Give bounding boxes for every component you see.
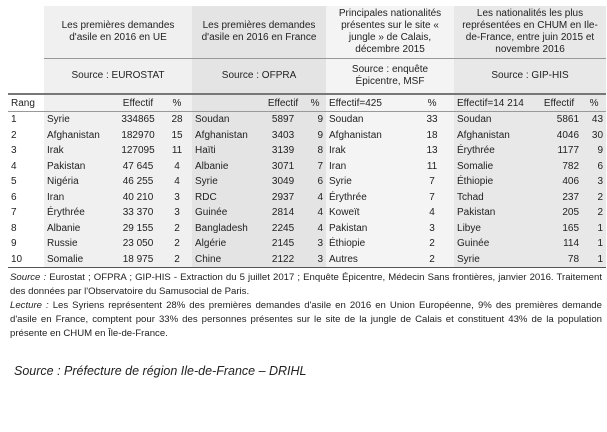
calais-source: Source : enquête Épicentre, MSF bbox=[326, 59, 454, 95]
source-text: Eurostat ; OFPRA ; GIP-HIS - Extraction du 5 juillet 2017 ; Enquête Épicentre, Médecin Sans frontières, janvier 2016. Traitement des données par l'Observatoire du Samusocial de Paris. bbox=[10, 272, 602, 297]
rang-cell: 5 bbox=[11, 176, 17, 188]
chum-pct-header: % bbox=[582, 94, 606, 112]
ue-effectif-cell: 18 975 bbox=[114, 252, 162, 268]
calais-country-cell: Autres bbox=[326, 252, 410, 268]
ue-country-cell: Syrie bbox=[44, 112, 114, 128]
chum-effectif-cell: 406 bbox=[536, 174, 582, 190]
rang-cell: 7 bbox=[11, 207, 17, 219]
fr-country-cell: Soudan bbox=[192, 112, 262, 128]
calais-title: Principales nationalités présentes sur le site « jungle » de Calais, décembre 2015 bbox=[326, 6, 454, 59]
calais-pct-cell: 2 bbox=[410, 252, 454, 268]
ue-effectif-header: Effectif bbox=[114, 94, 162, 112]
fr-pct-cell: 9 bbox=[304, 112, 326, 128]
chum-effectif-cell: 205 bbox=[536, 205, 582, 221]
fr-pct-cell: 4 bbox=[304, 205, 326, 221]
chum-source: Source : GIP-HIS bbox=[454, 59, 606, 95]
rang-cell: 8 bbox=[11, 222, 17, 234]
fr-effectif-cell: 2814 bbox=[262, 205, 304, 221]
chum-pct-cell: 9 bbox=[582, 143, 606, 159]
calais-pct-cell: 2 bbox=[410, 236, 454, 252]
rang-cell: 4 bbox=[11, 160, 17, 172]
calais-pct-cell: 3 bbox=[410, 221, 454, 237]
ue-source: Source : EUROSTAT bbox=[44, 59, 192, 95]
calais-country-cell: Koweït bbox=[326, 205, 410, 221]
rang-cell: 3 bbox=[11, 145, 17, 157]
rang-cell: 1 bbox=[11, 114, 17, 126]
calais-pct-cell: 13 bbox=[410, 143, 454, 159]
fr-effectif-cell: 2245 bbox=[262, 221, 304, 237]
fr-pct-cell: 9 bbox=[304, 128, 326, 144]
fr-pct-cell: 3 bbox=[304, 236, 326, 252]
fr-country-cell: Haïti bbox=[192, 143, 262, 159]
ue-pct-header: % bbox=[162, 94, 192, 112]
fr-effectif-cell: 3139 bbox=[262, 143, 304, 159]
chum-pct-cell: 1 bbox=[582, 236, 606, 252]
table-row bbox=[8, 190, 606, 206]
ue-country-cell: Albanie bbox=[44, 221, 114, 237]
chum-country-cell: Tchad bbox=[454, 190, 536, 206]
fr-country-cell: Afghanistan bbox=[192, 128, 262, 144]
ue-pct-cell: 4 bbox=[162, 159, 192, 175]
rang-cell: 9 bbox=[11, 238, 17, 250]
calais-pct-cell: 11 bbox=[410, 159, 454, 175]
ue-effectif-cell: 46 255 bbox=[114, 174, 162, 190]
fr-country-cell: RDC bbox=[192, 190, 262, 206]
fr-country-cell: Syrie bbox=[192, 174, 262, 190]
footer-source: Source : Préfecture de région Ile-de-France – DRIHL bbox=[14, 364, 307, 378]
fr-pct-cell: 6 bbox=[304, 174, 326, 190]
column-header-row bbox=[8, 94, 606, 112]
chum-effectif-cell: 165 bbox=[536, 221, 582, 237]
chum-country-cell: Pakistan bbox=[454, 205, 536, 221]
ue-pct-cell: 11 bbox=[162, 143, 192, 159]
fr-effectif-cell: 2145 bbox=[262, 236, 304, 252]
ue-country-cell: Pakistan bbox=[44, 159, 114, 175]
fr-country-cell: Algérie bbox=[192, 236, 262, 252]
chum-pct-cell: 3 bbox=[582, 174, 606, 190]
chum-country-cell: Syrie bbox=[454, 252, 536, 268]
table-row bbox=[8, 143, 606, 159]
fr-pct-cell: 3 bbox=[304, 252, 326, 268]
calais-pct-cell: 33 bbox=[410, 112, 454, 128]
table-row bbox=[8, 205, 606, 221]
fr-effectif-cell: 2122 bbox=[262, 252, 304, 268]
chum-pct-cell: 43 bbox=[582, 112, 606, 128]
chum-country-cell: Somalie bbox=[454, 159, 536, 175]
calais-country-cell: Afghanistan bbox=[326, 128, 410, 144]
ue-pct-cell: 2 bbox=[162, 252, 192, 268]
ue-country-cell: Somalie bbox=[44, 252, 114, 268]
calais-pct-cell: 7 bbox=[410, 190, 454, 206]
calais-country-cell: Érythrée bbox=[326, 190, 410, 206]
ue-pct-cell: 2 bbox=[162, 221, 192, 237]
rang-cell: 2 bbox=[11, 129, 17, 141]
fr-pct-cell: 8 bbox=[304, 143, 326, 159]
fr-pct-header: % bbox=[304, 94, 326, 112]
asylum-table bbox=[8, 6, 606, 268]
table-row bbox=[8, 112, 606, 128]
calais-pct-cell: 7 bbox=[410, 174, 454, 190]
fr-pct-cell: 7 bbox=[304, 159, 326, 175]
ue-effectif-cell: 23 050 bbox=[114, 236, 162, 252]
table-notes bbox=[10, 271, 602, 341]
source-label: Source : bbox=[10, 272, 47, 283]
fr-effectif-cell: 3071 bbox=[262, 159, 304, 175]
ue-pct-cell: 4 bbox=[162, 174, 192, 190]
calais-country-cell: Irak bbox=[326, 143, 410, 159]
ue-effectif-cell: 182970 bbox=[114, 128, 162, 144]
fr-pct-cell: 4 bbox=[304, 221, 326, 237]
chum-country-cell: Érythrée bbox=[454, 143, 536, 159]
calais-pct-cell: 4 bbox=[410, 205, 454, 221]
chum-effectif-cell: 1177 bbox=[536, 143, 582, 159]
chum-country-cell: Soudan bbox=[454, 112, 536, 128]
ue-pct-cell: 15 bbox=[162, 128, 192, 144]
chum-effectif-cell: 114 bbox=[536, 236, 582, 252]
calais-country-cell: Soudan bbox=[326, 112, 410, 128]
lecture-label: Lecture : bbox=[10, 300, 49, 311]
chum-effectif-cell: 5861 bbox=[536, 112, 582, 128]
chum-country-cell: Libye bbox=[454, 221, 536, 237]
ue-effectif-cell: 334865 bbox=[114, 112, 162, 128]
calais-country-cell: Éthiopie bbox=[326, 236, 410, 252]
ue-country-cell: Afghanistan bbox=[44, 128, 114, 144]
table-row bbox=[8, 236, 606, 252]
ue-country-cell: Russie bbox=[44, 236, 114, 252]
ue-effectif-cell: 33 370 bbox=[114, 205, 162, 221]
ue-title: Les premières demandes d'asile en 2016 en UE bbox=[44, 6, 192, 59]
chum-pct-cell: 1 bbox=[582, 221, 606, 237]
chum-country-cell: Éthiopie bbox=[454, 174, 536, 190]
chum-effectif-cell: 237 bbox=[536, 190, 582, 206]
ue-effectif-cell: 40 210 bbox=[114, 190, 162, 206]
calais-effectif-header: Effectif=425 bbox=[326, 94, 410, 112]
table-row bbox=[8, 159, 606, 175]
ue-pct-cell: 28 bbox=[162, 112, 192, 128]
chum-effectif-cell: 4046 bbox=[536, 128, 582, 144]
ue-effectif-cell: 127095 bbox=[114, 143, 162, 159]
calais-country-cell: Iran bbox=[326, 159, 410, 175]
chum-pct-cell: 6 bbox=[582, 159, 606, 175]
chum-pct-cell: 30 bbox=[582, 128, 606, 144]
calais-pct-header: % bbox=[410, 94, 454, 112]
calais-country-cell: Syrie bbox=[326, 174, 410, 190]
ue-effectif-cell: 47 645 bbox=[114, 159, 162, 175]
ue-effectif-cell: 29 155 bbox=[114, 221, 162, 237]
fr-effectif-cell: 3049 bbox=[262, 174, 304, 190]
table-row bbox=[8, 252, 606, 268]
chum-effectif-total-header: Effectif=14 214 bbox=[454, 94, 536, 112]
fr-effectif-header: Effectif bbox=[262, 94, 304, 112]
ue-country-cell: Irak bbox=[44, 143, 114, 159]
table-row bbox=[8, 174, 606, 190]
fr-effectif-cell: 2937 bbox=[262, 190, 304, 206]
ue-country-cell: Iran bbox=[44, 190, 114, 206]
fr-pct-cell: 4 bbox=[304, 190, 326, 206]
chum-effectif-cell: 782 bbox=[536, 159, 582, 175]
table-row bbox=[8, 128, 606, 144]
fr-effectif-cell: 3403 bbox=[262, 128, 304, 144]
rang-header: Rang bbox=[8, 94, 44, 112]
fr-effectif-cell: 5897 bbox=[262, 112, 304, 128]
calais-country-cell: Pakistan bbox=[326, 221, 410, 237]
chum-effectif-header: Effectif bbox=[536, 94, 582, 112]
ue-country-cell: Érythrée bbox=[44, 205, 114, 221]
chum-pct-cell: 2 bbox=[582, 205, 606, 221]
title-row bbox=[8, 6, 606, 59]
chum-effectif-cell: 78 bbox=[536, 252, 582, 268]
ue-pct-cell: 3 bbox=[162, 205, 192, 221]
rang-cell: 10 bbox=[8, 252, 44, 268]
fr-country-cell: Guinée bbox=[192, 205, 262, 221]
chum-title: Les nationalités les plus représentées en CHUM en Ile-de-France, entre juin 2015 et novembre 2016 bbox=[454, 6, 606, 59]
chum-country-cell: Afghanistan bbox=[454, 128, 536, 144]
fr-country-cell: Albanie bbox=[192, 159, 262, 175]
france-title: Les premières demandes d'asile en 2016 en France bbox=[192, 6, 326, 59]
france-source: Source : OFPRA bbox=[192, 59, 326, 95]
fr-country-cell: Bangladesh bbox=[192, 221, 262, 237]
ue-pct-cell: 2 bbox=[162, 236, 192, 252]
ue-pct-cell: 3 bbox=[162, 190, 192, 206]
calais-pct-cell: 18 bbox=[410, 128, 454, 144]
chum-pct-cell: 2 bbox=[582, 190, 606, 206]
ue-country-cell: Nigéria bbox=[44, 174, 114, 190]
chum-country-cell: Guinée bbox=[454, 236, 536, 252]
source-row bbox=[8, 59, 606, 95]
table-row bbox=[8, 221, 606, 237]
rang-cell: 6 bbox=[11, 191, 17, 203]
fr-country-cell: Chine bbox=[192, 252, 262, 268]
chum-pct-cell: 1 bbox=[582, 252, 606, 268]
lecture-text: Les Syriens représentent 28% des premières demandes d'asile en 2016 en Union Européenne, 9% des premières demande d'asile en France, comptent pour 33% des personnes présentes sur le site de la jungle de Calais et constituent 43% de la population présente en CHUM en Île-de-France. bbox=[10, 300, 602, 339]
